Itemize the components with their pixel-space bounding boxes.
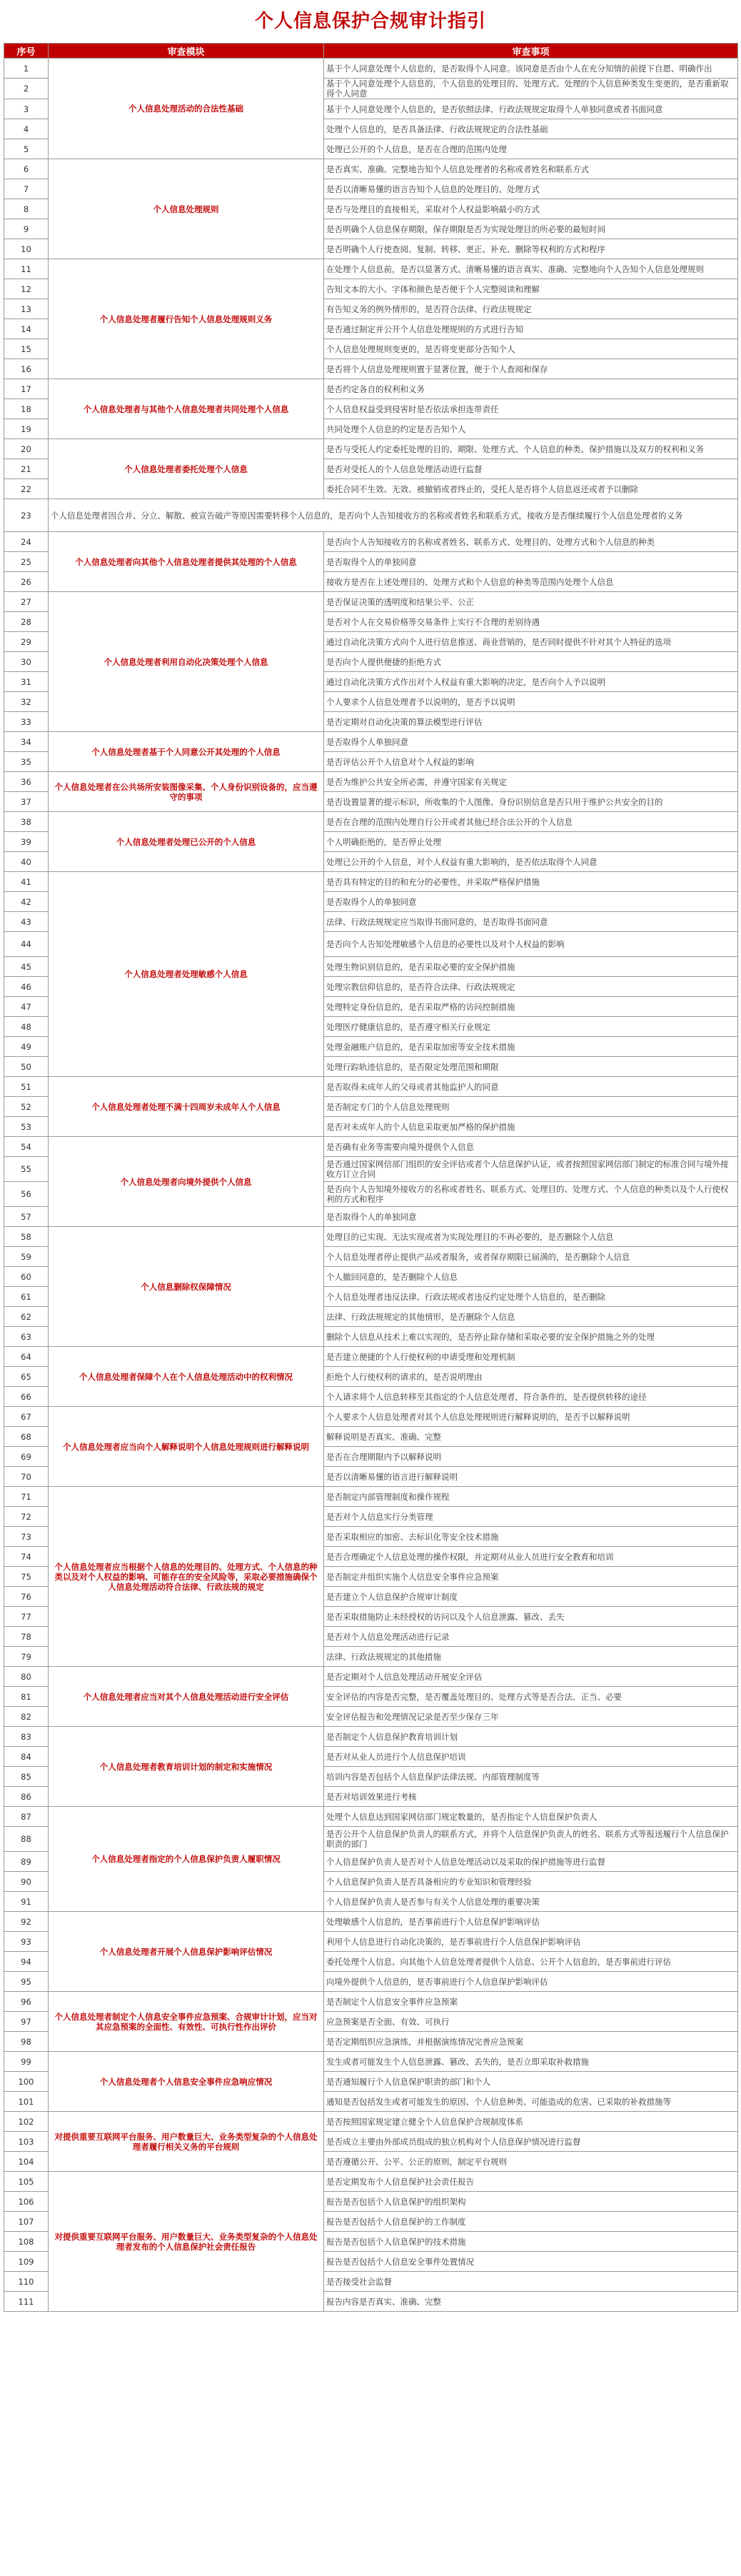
table-row <box>4 1347 738 1367</box>
row-number: 87 <box>4 1807 49 1827</box>
row-number: 59 <box>4 1247 49 1267</box>
review-item: 报告是否包括个人信息保护的工作制度 <box>324 2212 738 2232</box>
table-row <box>4 2052 738 2072</box>
review-item: 是否成立主要由外部成员组成的独立机构对个人信息保护情况进行监督 <box>324 2132 738 2152</box>
row-number: 96 <box>4 1992 49 2012</box>
row-number: 24 <box>4 532 49 552</box>
review-item: 在处理个人信息前，是否以显著方式、清晰易懂的语言真实、准确、完整地向个人告知个人信息处理规则 <box>324 259 738 279</box>
review-module: 对提供重要互联网平台服务、用户数量巨大、业务类型复杂的个人信息处理者发布的个人信息保护社会责任报告 <box>49 2172 324 2312</box>
row-number: 86 <box>4 1787 49 1807</box>
review-item: 是否取得个人单独同意 <box>324 732 738 752</box>
row-number: 39 <box>4 832 49 852</box>
row-number: 95 <box>4 1972 49 1992</box>
review-item: 处理敏感个人信息的，是否事前进行个人信息保护影响评估 <box>324 1912 738 1932</box>
table-row <box>4 1807 738 1827</box>
row-number: 77 <box>4 1607 49 1627</box>
row-number: 50 <box>4 1057 49 1077</box>
review-module: 个人信息处理者向境外提供个人信息 <box>49 1137 324 1227</box>
header-no: 序号 <box>4 44 49 59</box>
review-item: 是否与受托人约定委托处理的目的、期限、处理方式、个人信息的种类、保护措施以及双方的权利和义务 <box>324 439 738 459</box>
row-number: 21 <box>4 459 49 479</box>
table-row <box>4 1992 738 2012</box>
review-item: 是否在合理的范围内处理自行公开或者其他已经合法公开的个人信息 <box>324 812 738 832</box>
review-item: 报告是否包括个人信息保护的技术措施 <box>324 2232 738 2252</box>
review-item: 是否以清晰易懂的语言告知个人信息的处理目的、处理方式 <box>324 179 738 199</box>
row-number: 46 <box>4 977 49 997</box>
review-item: 是否对受托人的个人信息处理活动进行监督 <box>324 459 738 479</box>
review-item: 是否具有特定的目的和充分的必要性，并采取严格保护措施 <box>324 872 738 892</box>
review-item: 是否设置显著的提示标识，所收集的个人图像、身份识别信息是否只用于维护公共安全的目的 <box>324 792 738 812</box>
review-item: 报告内容是否真实、准确、完整 <box>324 2292 738 2312</box>
review-item: 删除个人信息从技术上难以实现的，是否停止除存储和采取必要的安全保护措施之外的处理 <box>324 1327 738 1347</box>
row-number: 105 <box>4 2172 49 2192</box>
table-row <box>4 59 738 79</box>
review-item: 安全评估的内容是否完整，是否覆盖处理目的、处理方式等是否合法、正当、必要 <box>324 1687 738 1707</box>
row-number: 26 <box>4 572 49 592</box>
header-module: 审查模块 <box>49 44 324 59</box>
row-number: 6 <box>4 159 49 179</box>
review-module: 个人信息处理活动的合法性基础 <box>49 59 324 159</box>
row-number: 75 <box>4 1567 49 1587</box>
row-number: 110 <box>4 2272 49 2292</box>
review-item: 委托合同不生效、无效、被撤销或者终止的，受托人是否将个人信息返还或者予以删除 <box>324 479 738 499</box>
review-item: 处理已公开的个人信息，对个人权益有重大影响的，是否依法取得个人同意 <box>324 852 738 872</box>
table-row <box>4 1912 738 1932</box>
table-row <box>4 439 738 459</box>
review-item: 处理个人信息的，是否具备法律、行政法规规定的合法性基础 <box>324 119 738 139</box>
review-item: 个人信息权益受到侵害时是否依法承担连带责任 <box>324 399 738 419</box>
review-item: 是否真实、准确、完整地告知个人信息处理者的名称或者姓名和联系方式 <box>324 159 738 179</box>
review-item: 是否制定内部管理制度和操作规程 <box>324 1487 738 1507</box>
row-number: 19 <box>4 419 49 439</box>
row-number: 25 <box>4 552 49 572</box>
row-number: 8 <box>4 199 49 219</box>
review-item: 是否采取相应的加密、去标识化等安全技术措施 <box>324 1527 738 1547</box>
row-number: 7 <box>4 179 49 199</box>
row-number: 101 <box>4 2092 49 2112</box>
review-item: 是否对培训效果进行考核 <box>324 1787 738 1807</box>
audit-table <box>4 43 738 2312</box>
row-number: 81 <box>4 1687 49 1707</box>
review-item: 是否制定个人信息安全事件应急预案 <box>324 1992 738 2012</box>
review-item: 个人信息处理者停止提供产品或者服务，或者保存期限已届满的，是否删除个人信息 <box>324 1247 738 1267</box>
row-number: 3 <box>4 99 49 119</box>
row-number: 2 <box>4 79 49 99</box>
review-item: 个人要求个人信息处理者对其个人信息处理规则进行解释说明的，是否予以解释说明 <box>324 1407 738 1427</box>
row-number: 45 <box>4 957 49 977</box>
row-number: 41 <box>4 872 49 892</box>
table-row <box>4 1137 738 1157</box>
review-item: 是否合理确定个人信息处理的操作权限，并定期对从业人员进行安全教育和培训 <box>324 1547 738 1567</box>
review-item: 是否确有业务等需要向境外提供个人信息 <box>324 1137 738 1157</box>
row-number: 106 <box>4 2192 49 2212</box>
row-number: 40 <box>4 852 49 872</box>
review-module: 对提供重要互联网平台服务、用户数量巨大、业务类型复杂的个人信息处理者履行相关义务的平台规则 <box>49 2112 324 2172</box>
table-row <box>4 259 738 279</box>
review-item: 是否取得个人的单独同意 <box>324 892 738 912</box>
row-number: 108 <box>4 2232 49 2252</box>
row-number: 65 <box>4 1367 49 1387</box>
review-item: 是否对从业人员进行个人信息保护培训 <box>324 1747 738 1767</box>
row-number: 78 <box>4 1627 49 1647</box>
review-item: 处理行踪轨迹信息的，是否限定处理范围和期限 <box>324 1057 738 1077</box>
review-item: 报告是否包括个人信息保护的组织架构 <box>324 2192 738 2212</box>
review-item: 是否制定专门的个人信息处理规则 <box>324 1097 738 1117</box>
table-row <box>4 1227 738 1247</box>
review-item: 是否定期对自动化决策的算法模型进行评估 <box>324 712 738 732</box>
row-number: 88 <box>4 1827 49 1852</box>
row-number: 27 <box>4 592 49 612</box>
row-number: 97 <box>4 2012 49 2032</box>
review-item: 是否通知履行个人信息保护职责的部门和个人 <box>324 2072 738 2092</box>
review-module: 个人信息处理者向其他个人信息处理者提供其处理的个人信息 <box>49 532 324 592</box>
row-number: 82 <box>4 1707 49 1727</box>
table-row <box>4 1727 738 1747</box>
review-item: 处理医疗健康信息的，是否遵守相关行业规定 <box>324 1017 738 1037</box>
row-number: 37 <box>4 792 49 812</box>
row-number: 64 <box>4 1347 49 1367</box>
row-number: 29 <box>4 632 49 652</box>
table-row <box>4 532 738 552</box>
review-module: 个人信息处理者制定个人信息安全事件应急预案、合规审计计划，应当对其应急预案的全面性、有效性、可执行性作出评价 <box>49 1992 324 2052</box>
review-item: 通过自动化决策方式作出对个人权益有重大影响的决定，是否向个人予以说明 <box>324 672 738 692</box>
review-item: 处理已公开的个人信息，是否在合理的范围内处理 <box>324 139 738 159</box>
review-module: 个人信息处理者应当对其个人信息处理活动进行安全评估 <box>49 1667 324 1727</box>
row-number: 62 <box>4 1307 49 1327</box>
row-number: 43 <box>4 912 49 932</box>
page-title: 个人信息保护合规审计指引 <box>254 11 486 32</box>
row-number: 16 <box>4 359 49 379</box>
review-item: 是否对未成年人的个人信息采取更加严格的保护措施 <box>324 1117 738 1137</box>
review-item: 是否制定并组织实施个人信息安全事件应急预案 <box>324 1567 738 1587</box>
review-item: 是否向个人告知接收方的名称或者姓名、联系方式、处理目的、处理方式和个人信息的种类 <box>324 532 738 552</box>
review-item: 是否向个人告知境外接收方的名称或者姓名、联系方式、处理目的、处理方式、个人信息的种类以及个人行使权利的方式和程序 <box>324 1182 738 1207</box>
row-number: 54 <box>4 1137 49 1157</box>
review-item: 个人撤回同意的，是否删除个人信息 <box>324 1267 738 1287</box>
review-item: 应急预案是否全面、有效、可执行 <box>324 2012 738 2032</box>
row-number: 32 <box>4 692 49 712</box>
review-module: 个人信息处理者在公共场所安装图像采集、个人身份识别设备的，应当遵守的事项 <box>49 772 324 812</box>
table-row <box>4 1487 738 1507</box>
review-item: 法律、行政法规规定应当取得书面同意的，是否取得书面同意 <box>324 912 738 932</box>
review-item: 是否取得个人的单独同意 <box>324 552 738 572</box>
row-number: 44 <box>4 932 49 957</box>
row-number: 5 <box>4 139 49 159</box>
review-item: 处理金融账户信息的，是否采取加密等安全技术措施 <box>324 1037 738 1057</box>
review-item: 培训内容是否包括个人信息保护法律法规、内部管理制度等 <box>324 1767 738 1787</box>
row-number: 53 <box>4 1117 49 1137</box>
row-number: 35 <box>4 752 49 772</box>
review-item: 是否通过国家网信部门组织的安全评估或者个人信息保护认证，或者按照国家网信部门制定的标准合同与境外接收方订立合同 <box>324 1157 738 1182</box>
row-number: 102 <box>4 2112 49 2132</box>
table-row <box>4 2172 738 2192</box>
review-module: 个人信息删除权保障情况 <box>49 1227 324 1347</box>
row-number: 72 <box>4 1507 49 1527</box>
review-item: 基于个人同意处理个人信息的，是否取得个人同意。该同意是否由个人在充分知情的前提下自愿、明确作出 <box>324 59 738 79</box>
review-item: 是否保证决策的透明度和结果公平、公正 <box>324 592 738 612</box>
review-item: 是否取得个人的单独同意 <box>324 1207 738 1227</box>
row-number: 18 <box>4 399 49 419</box>
review-item: 接收方是否在上述处理目的、处理方式和个人信息的种类等范围内处理个人信息 <box>324 572 738 592</box>
review-item: 共同处理个人信息的约定是否告知个人 <box>324 419 738 439</box>
review-item: 处理个人信息达到国家网信部门规定数量的，是否指定个人信息保护负责人 <box>324 1807 738 1827</box>
row-number: 31 <box>4 672 49 692</box>
row-number: 71 <box>4 1487 49 1507</box>
row-number: 42 <box>4 892 49 912</box>
table-row <box>4 732 738 752</box>
row-number: 73 <box>4 1527 49 1547</box>
row-number: 36 <box>4 772 49 792</box>
row-number: 76 <box>4 1587 49 1607</box>
review-module: 个人信息处理者应当向个人解释说明个人信息处理规则进行解释说明 <box>49 1407 324 1487</box>
row-number: 100 <box>4 2072 49 2092</box>
review-item: 向境外提供个人信息的，是否事前进行个人信息保护影响评估 <box>324 1972 738 1992</box>
review-item: 是否按照国家规定建立健全个人信息保护合规制度体系 <box>324 2112 738 2132</box>
review-item: 是否将个人信息处理规则置于显著位置，便于个人查阅和保存 <box>324 359 738 379</box>
table-row <box>4 2112 738 2132</box>
row-number: 93 <box>4 1932 49 1952</box>
review-module: 个人信息处理者处理不满十四周岁未成年人个人信息 <box>49 1077 324 1137</box>
review-item: 是否向个人提供便捷的拒绝方式 <box>324 652 738 672</box>
header-item: 审查事项 <box>324 44 738 59</box>
review-item: 个人请求将个人信息转移至其指定的个人信息处理者，符合条件的，是否提供转移的途径 <box>324 1387 738 1407</box>
review-item: 是否对个人信息处理活动进行记录 <box>324 1627 738 1647</box>
row-number: 38 <box>4 812 49 832</box>
review-item: 处理生物识别信息的，是否采取必要的安全保护措施 <box>324 957 738 977</box>
row-number: 14 <box>4 319 49 339</box>
row-number: 69 <box>4 1447 49 1467</box>
row-number: 34 <box>4 732 49 752</box>
review-module: 个人信息处理者利用自动化决策处理个人信息 <box>49 592 324 732</box>
row-number: 111 <box>4 2292 49 2312</box>
table-row <box>4 1667 738 1687</box>
table-row <box>4 499 738 532</box>
review-item: 基于个人同意处理个人信息的，是否依照法律、行政法规规定取得个人单独同意或者书面同意 <box>324 99 738 119</box>
row-number: 10 <box>4 239 49 259</box>
review-module: 个人信息处理者应当根据个人信息的处理目的、处理方式、个人信息的种类以及对个人权益的影响、可能存在的安全风险等，采取必要措施确保个人信息处理活动符合法律、行政法规的规定 <box>49 1487 324 1667</box>
review-item: 是否建立个人信息保护合规审计制度 <box>324 1587 738 1607</box>
row-number: 20 <box>4 439 49 459</box>
review-module: 个人信息处理者处理已公开的个人信息 <box>49 812 324 872</box>
full-width-item: 个人信息处理者因合并、分立、解散、被宣告破产等原因需要转移个人信息的，是否向个人告知接收方的名称或者姓名和联系方式，接收方是否继续履行个人信息处理者的义务 <box>49 499 738 532</box>
row-number: 107 <box>4 2212 49 2232</box>
row-number: 33 <box>4 712 49 732</box>
table-row <box>4 592 738 612</box>
row-number: 80 <box>4 1667 49 1687</box>
review-item: 是否制定个人信息保护教育培训计划 <box>324 1727 738 1747</box>
review-module: 个人信息处理者委托处理个人信息 <box>49 439 324 499</box>
review-item: 处理目的已实现、无法实现或者为实现处理目的不再必要的，是否删除个人信息 <box>324 1227 738 1247</box>
row-number: 12 <box>4 279 49 299</box>
review-item: 委托处理个人信息、向其他个人信息处理者提供个人信息、公开个人信息的，是否事前进行评估 <box>324 1952 738 1972</box>
review-item: 个人信息保护负责人是否具备相应的专业知识和管理经验 <box>324 1872 738 1892</box>
row-number: 60 <box>4 1267 49 1287</box>
row-number: 28 <box>4 612 49 632</box>
row-number: 47 <box>4 997 49 1017</box>
review-item: 安全评估报告和处理情况记录是否至少保存三年 <box>324 1707 738 1727</box>
review-item: 是否接受社会监督 <box>324 2272 738 2292</box>
row-number: 11 <box>4 259 49 279</box>
row-number: 79 <box>4 1647 49 1667</box>
row-number: 103 <box>4 2132 49 2152</box>
review-item: 是否为维护公共安全所必需，并遵守国家有关规定 <box>324 772 738 792</box>
row-number: 9 <box>4 219 49 239</box>
row-number: 49 <box>4 1037 49 1057</box>
row-number: 22 <box>4 479 49 499</box>
review-item: 是否明确个人行使查阅、复制、转移、更正、补充、删除等权利的方式和程序 <box>324 239 738 259</box>
row-number: 104 <box>4 2152 49 2172</box>
row-number: 61 <box>4 1287 49 1307</box>
review-item: 是否定期对个人信息处理活动开展安全评估 <box>324 1667 738 1687</box>
review-item: 是否遵循公开、公平、公正的原则，制定平台规则 <box>324 2152 738 2172</box>
review-item: 个人信息处理者违反法律、行政法规或者违反约定处理个人信息的，是否删除 <box>324 1287 738 1307</box>
row-number: 13 <box>4 299 49 319</box>
review-module: 个人信息处理者基于个人同意公开其处理的个人信息 <box>49 732 324 772</box>
review-item: 是否评估公开个人信息对个人权益的影响 <box>324 752 738 772</box>
row-number: 4 <box>4 119 49 139</box>
review-module: 个人信息处理者保障个人在个人信息处理活动中的权利情况 <box>49 1347 324 1407</box>
review-item: 是否公开个人信息保护负责人的联系方式，并将个人信息保护负责人的姓名、联系方式等报送履行个人信息保护职责的部门 <box>324 1827 738 1852</box>
row-number: 90 <box>4 1872 49 1892</box>
table-row <box>4 812 738 832</box>
row-number: 70 <box>4 1467 49 1487</box>
table-row <box>4 159 738 179</box>
review-item: 法律、行政法规规定的其他情形，是否删除个人信息 <box>324 1307 738 1327</box>
row-number: 56 <box>4 1182 49 1207</box>
review-item: 个人信息保护负责人是否对个人信息处理活动以及采取的保护措施等进行监督 <box>324 1852 738 1872</box>
review-module: 个人信息处理者履行告知个人信息处理规则义务 <box>49 259 324 379</box>
review-item: 通过自动化决策方式向个人进行信息推送、商业营销的，是否同时提供不针对其个人特征的选项 <box>324 632 738 652</box>
review-module: 个人信息处理者教育培训计划的制定和实施情况 <box>49 1727 324 1807</box>
review-item: 报告是否包括个人信息安全事件处置情况 <box>324 2252 738 2272</box>
row-number: 58 <box>4 1227 49 1247</box>
row-number: 74 <box>4 1547 49 1567</box>
review-item: 发生或者可能发生个人信息泄露、篡改、丢失的，是否立即采取补救措施 <box>324 2052 738 2072</box>
review-item: 个人信息处理规则变更的，是否将变更部分告知个人 <box>324 339 738 359</box>
review-item: 是否采取措施防止未经授权的访问以及个人信息泄露、篡改、丢失 <box>324 1607 738 1627</box>
table-row <box>4 379 738 399</box>
row-number: 15 <box>4 339 49 359</box>
row-number: 55 <box>4 1157 49 1182</box>
review-module: 个人信息处理者指定的个人信息保护负责人履职情况 <box>49 1807 324 1912</box>
row-number: 17 <box>4 379 49 399</box>
review-item: 基于个人同意处理个人信息的，个人信息的处理目的、处理方式、处理的个人信息种类发生变更的，是否重新取得个人同意 <box>324 79 738 99</box>
review-item: 个人信息保护负责人是否参与有关个人信息处理的重要决策 <box>324 1892 738 1912</box>
row-number: 84 <box>4 1747 49 1767</box>
review-item: 告知文本的大小、字体和颜色是否便于个人完整阅读和理解 <box>324 279 738 299</box>
review-item: 解释说明是否真实、准确、完整 <box>324 1427 738 1447</box>
review-item: 个人明确拒绝的，是否停止处理 <box>324 832 738 852</box>
row-number: 83 <box>4 1727 49 1747</box>
row-number: 66 <box>4 1387 49 1407</box>
row-number: 1 <box>4 59 49 79</box>
row-number: 23 <box>4 499 49 532</box>
table-body <box>4 59 738 2312</box>
row-number: 85 <box>4 1767 49 1787</box>
table-row <box>4 872 738 892</box>
row-number: 68 <box>4 1427 49 1447</box>
review-module: 个人信息处理规则 <box>49 159 324 259</box>
row-number: 30 <box>4 652 49 672</box>
table-row <box>4 1077 738 1097</box>
table-row <box>4 772 738 792</box>
review-module: 个人信息处理者个人信息安全事件应急响应情况 <box>49 2052 324 2112</box>
review-item: 是否对个人信息实行分类管理 <box>324 1507 738 1527</box>
review-item: 法律、行政法规规定的其他措施 <box>324 1647 738 1667</box>
review-item: 是否对个人在交易价格等交易条件上实行不合理的差别待遇 <box>324 612 738 632</box>
review-item: 是否在合理期限内予以解释说明 <box>324 1447 738 1467</box>
row-number: 48 <box>4 1017 49 1037</box>
table-row <box>4 1407 738 1427</box>
review-item: 是否与处理目的直接相关，采取对个人权益影响最小的方式 <box>324 199 738 219</box>
review-module: 个人信息处理者处理敏感个人信息 <box>49 872 324 1077</box>
review-item: 处理宗教信仰信息的，是否符合法律、行政法规规定 <box>324 977 738 997</box>
review-item: 是否明确个人信息保存期限，保存期限是否为实现处理目的所必要的最短时间 <box>324 219 738 239</box>
review-item: 利用个人信息进行自动化决策的，是否事前进行个人信息保护影响评估 <box>324 1932 738 1952</box>
review-item: 是否定期组织应急演练，并根据演练情况完善应急预案 <box>324 2032 738 2052</box>
row-number: 92 <box>4 1912 49 1932</box>
row-number: 91 <box>4 1892 49 1912</box>
review-module: 个人信息处理者与其他个人信息处理者共同处理个人信息 <box>49 379 324 439</box>
row-number: 109 <box>4 2252 49 2272</box>
row-number: 52 <box>4 1097 49 1117</box>
table-header-row <box>4 44 738 59</box>
row-number: 57 <box>4 1207 49 1227</box>
review-item: 拒绝个人行使权利的请求的，是否说明理由 <box>324 1367 738 1387</box>
row-number: 94 <box>4 1952 49 1972</box>
review-module: 个人信息处理者开展个人信息保护影响评估情况 <box>49 1912 324 1992</box>
review-item: 个人要求个人信息处理者予以说明的，是否予以说明 <box>324 692 738 712</box>
review-item: 是否通过制定并公开个人信息处理规则的方式进行告知 <box>324 319 738 339</box>
review-item: 是否以清晰易懂的语言进行解释说明 <box>324 1467 738 1487</box>
row-number: 89 <box>4 1852 49 1872</box>
row-number: 63 <box>4 1327 49 1347</box>
review-item: 是否定期发布个人信息保护社会责任报告 <box>324 2172 738 2192</box>
review-item: 是否建立便捷的个人行使权利的申请受理和处理机制 <box>324 1347 738 1367</box>
review-item: 通知是否包括发生或者可能发生的原因、个人信息种类、可能造成的危害、已采取的补救措施等 <box>324 2092 738 2112</box>
row-number: 51 <box>4 1077 49 1097</box>
review-item: 有告知义务的例外情形的，是否符合法律、行政法规规定 <box>324 299 738 319</box>
row-number: 98 <box>4 2032 49 2052</box>
review-item: 处理特定身份信息的，是否采取严格的访问控制措施 <box>324 997 738 1017</box>
review-item: 是否约定各自的权利和义务 <box>324 379 738 399</box>
row-number: 99 <box>4 2052 49 2072</box>
review-item: 是否向个人告知处理敏感个人信息的必要性以及对个人权益的影响 <box>324 932 738 957</box>
review-item: 是否取得未成年人的父母或者其他监护人的同意 <box>324 1077 738 1097</box>
row-number: 67 <box>4 1407 49 1427</box>
